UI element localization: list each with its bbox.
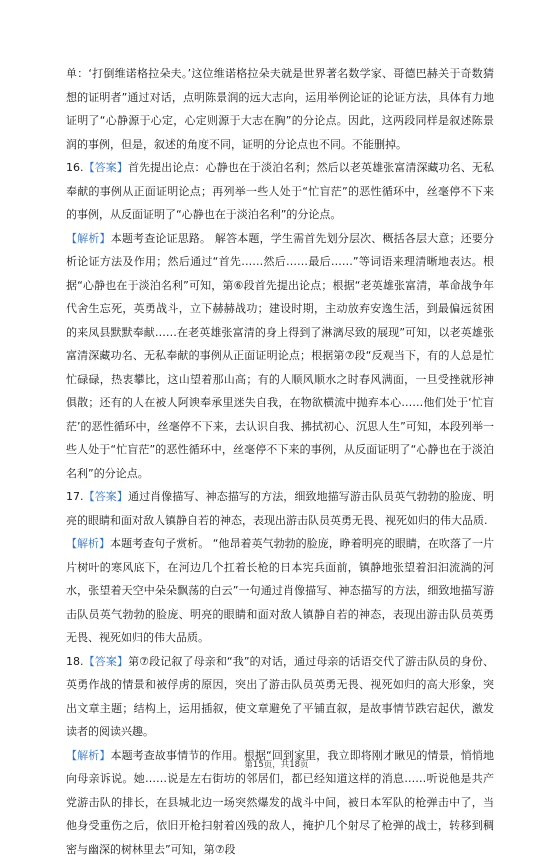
paragraph-text: 单：‘打倒维诺格拉朵夫。’这位维诺格拉朵夫就是世界著名数学家、哥德巴赫关于奇数猜想的证明者”通过对话，点明陈景润的远大志向，运用举例论证的论证方法，具体有力地证明了“心静源于心定，心定则源于大志在胸”的分论点。因此，这两段同样是叙述陈景润的事例，但是，叙述的角度不同，证明的分论点也不同。不能删掉。 bbox=[66, 67, 494, 151]
answer-16 bbox=[66, 156, 494, 227]
question-number: 18. bbox=[66, 655, 84, 668]
answer-tag: 【答案】 bbox=[84, 655, 129, 668]
answer-tag: 【答案】 bbox=[84, 490, 128, 503]
analysis-text: 本题考查论证思路。 解答本题，学生需首先划分层次、概括各层大意；还要分析论证方法及作用；然后通过“首先……然后……最后……”等词语来理清晰地表达。根据“心静也在于淡泊名利”可知，第⑥段首先提出论点；根据“老英雄张富清，革命战争年代舍生忘死，英勇战斗，立下赫赫战功；建设时期，主动放弃安逸生活，到最偏远贫困的来凤县默默奉献……在老英雄张富清的身上得到了淋漓尽致的展现”可知，以老英雄张富清深藏功名、无私奉献的事例从正面证明论点；根据第⑦段“反观当下，有的人总是忙忙碌碌，热衷攀比，这山望着那山高；有的人顺风顺水之时春风满面，一旦受挫就形神俱散；还有的人在被人阿谀奉承里迷失自我，在物欲横流中抛弃本心……他们处于‘忙盲茫’的恶性循环中，丝毫停不下来，去认识自我、拂拭初心、沉思人生”可知，本段列举一些人处于“忙盲茫”的恶性循环中，丝毫停不下来的事例，从反面证明了“心静也在于淡泊名利”的分论点。 bbox=[66, 232, 494, 480]
analysis-tag: 【解析】 bbox=[66, 749, 110, 762]
paragraph-continuation bbox=[66, 62, 494, 156]
answer-17 bbox=[66, 485, 494, 532]
page-footer: 第15页，共18页 bbox=[0, 758, 553, 770]
answer-18 bbox=[66, 650, 494, 744]
answer-text: 第⑦段记叙了母亲和“我”的对话，通过母亲的话语交代了游击队员的身份、英勇作战的情景和被俘虏的原因，突出了游击队员英勇无畏、视死如归的高大形象，突出文章主题；结构上，运用插叙，使文章避免了平铺直叙，是故事情节跌宕起伏，激发读者的阅读兴趣。 bbox=[66, 655, 494, 739]
question-number: 16. bbox=[66, 161, 84, 174]
document-body bbox=[66, 62, 494, 861]
analysis-text: 本题考查句子赏析。 “他昂着英气勃勃的脸庞，睁着明亮的眼睛，在吹落了一片片树叶的寒风底下，在河边几个扛着长枪的日本宪兵面前，镇静地张望着汩汩流淌的河水，张望着天空中朵朵飘荡的白云”一句通过肖像描写、神态描写的方法，细致地描写游击队员英气勃勃的脸庞、明亮的眼睛和面对敌人镇静自若的神态，表现出游击队员英勇无畏、视死如归的伟大品质。 bbox=[66, 537, 494, 644]
analysis-17 bbox=[66, 532, 494, 650]
answer-tag: 【答案】 bbox=[84, 161, 128, 174]
analysis-16 bbox=[66, 227, 494, 486]
answer-text: 通过肖像描写、神态描写的方法，细致地描写游击队员英气勃勃的脸庞、明亮的眼睛和面对敌人镇静自若的神态，表现出游击队员英勇无畏、视死如归的伟大品质. bbox=[66, 490, 494, 527]
analysis-text: 本题考查故事情节的作用。根据“回到家里，我立即将刚才瞅见的情景，悄悄地向母亲诉说。她……说是左右街坊的邻居们，都已经知道这样的消息……听说他是共产党游击队的排长，在县城北边一场突然爆发的战斗中间，被日本军队的枪弹击中了，当他身受重伤之后，依旧开枪扫射着凶残的敌人，掩护几个射尽了枪弹的战士，转移到稠密与幽深的树林里去”可知，第⑦段 bbox=[66, 749, 494, 856]
question-number: 17. bbox=[66, 490, 84, 503]
analysis-tag: 【解析】 bbox=[66, 232, 111, 245]
answer-text: 首先提出论点：心静也在于淡泊名利；然后以老英雄张富清深藏功名、无私奉献的事例从正面证明论点；再列举一些人处于“忙盲茫”的恶性循环中，丝毫停不下来的事例，从反面证明了“心静也在于淡泊名利”的分论点。 bbox=[66, 161, 494, 221]
analysis-tag: 【解析】 bbox=[66, 537, 110, 550]
